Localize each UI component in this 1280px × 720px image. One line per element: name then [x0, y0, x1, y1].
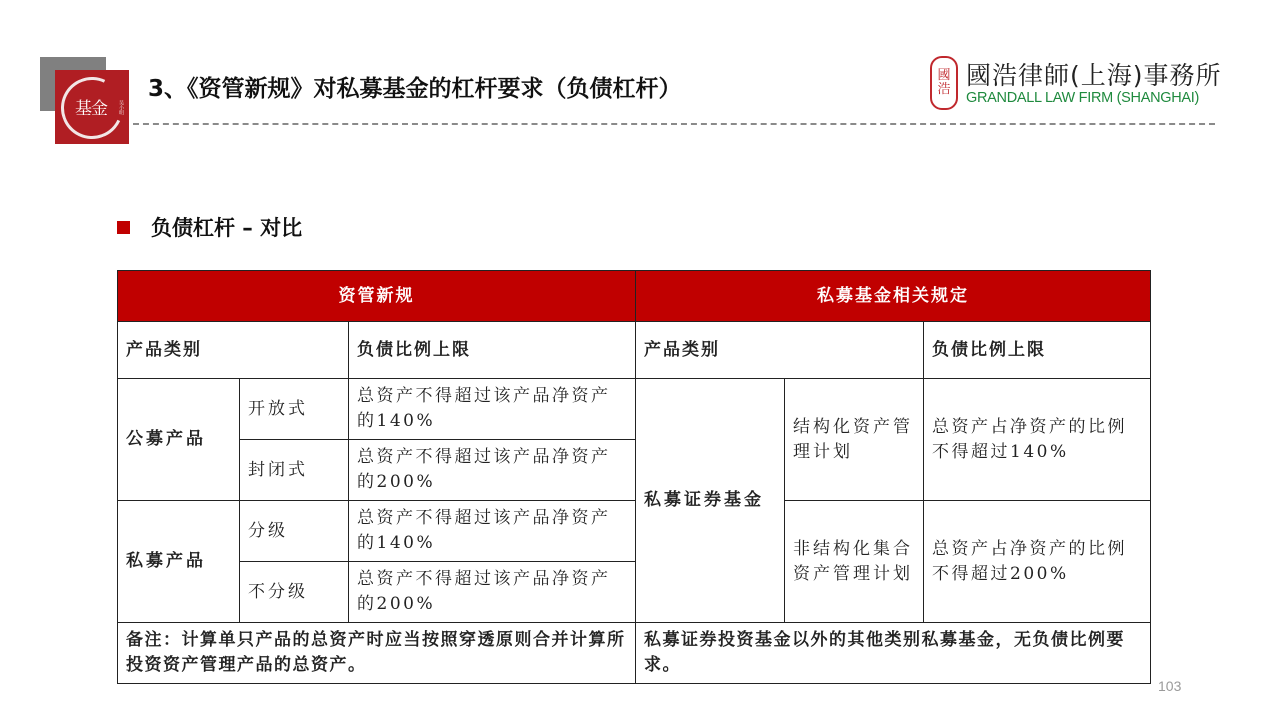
seal-icon: [930, 56, 958, 110]
kind-cell: 分级: [240, 501, 349, 562]
col-product-category: 产品类别: [118, 322, 349, 379]
firm-name-en: GRANDALL LAW FIRM (SHANGHAI): [966, 90, 1200, 106]
category-private: 私募产品: [118, 501, 240, 623]
limit-cell: 总资产占净资产的比例不得超过140%: [924, 379, 1151, 501]
header-asset-mgmt-rules: 资管新规: [118, 271, 636, 322]
table-header-row: [118, 271, 1151, 322]
fund-logo: [55, 70, 129, 144]
limit-cell: 总资产不得超过该产品净资产的140%: [349, 379, 636, 440]
page-title: 3、《资管新规》对私募基金的杠杆要求（负债杠杆）: [148, 76, 682, 102]
right-note: 私募证券投资基金以外的其他类别私募基金，无负债比例要求。: [636, 623, 1151, 684]
kind-cell: 结构化资产管理计划: [785, 379, 924, 501]
category-public: 公募产品: [118, 379, 240, 501]
square-bullet-icon: [117, 221, 130, 234]
header-divider: [133, 123, 1215, 125]
col-product-category: 产品类别: [636, 322, 924, 379]
col-liability-limit: 负债比例上限: [349, 322, 636, 379]
header-private-fund-rules: 私募基金相关规定: [636, 271, 1151, 322]
left-note: 备注：计算单只产品的总资产时应当按照穿透原则合并计算所投资资产管理产品的总资产。: [118, 623, 636, 684]
limit-cell: 总资产不得超过该产品净资产的200%: [349, 440, 636, 501]
limit-cell: 总资产不得超过该产品净资产的140%: [349, 501, 636, 562]
kind-cell: 不分级: [240, 562, 349, 623]
limit-cell: 总资产不得超过该产品净资产的200%: [349, 562, 636, 623]
kind-cell: 非结构化集合资产管理计划: [785, 501, 924, 623]
table-row: [118, 501, 1151, 562]
page-number: 103: [1158, 678, 1182, 694]
kind-cell: 开放式: [240, 379, 349, 440]
logo-signature: 吴小明: [118, 100, 124, 115]
section-heading: [117, 212, 302, 242]
table-note-row: [118, 623, 1151, 684]
comparison-table: [117, 270, 1151, 684]
firm-logo: [930, 54, 1220, 114]
seal-char: 浩: [937, 82, 951, 97]
limit-cell: 总资产占净资产的比例不得超过200%: [924, 501, 1151, 623]
col-liability-limit: 负债比例上限: [924, 322, 1151, 379]
table-row: [118, 379, 1151, 440]
section-label: 负债杠杆 – 对比: [151, 216, 303, 240]
logo-text: 基金: [75, 99, 107, 119]
firm-name-cn: 國浩律師(上海)事務所: [966, 61, 1222, 90]
seal-char: 國: [937, 67, 951, 83]
kind-cell: 封闭式: [240, 440, 349, 501]
table-subheader-row: [118, 322, 1151, 379]
category-private-securities: 私募证券基金: [636, 379, 785, 623]
